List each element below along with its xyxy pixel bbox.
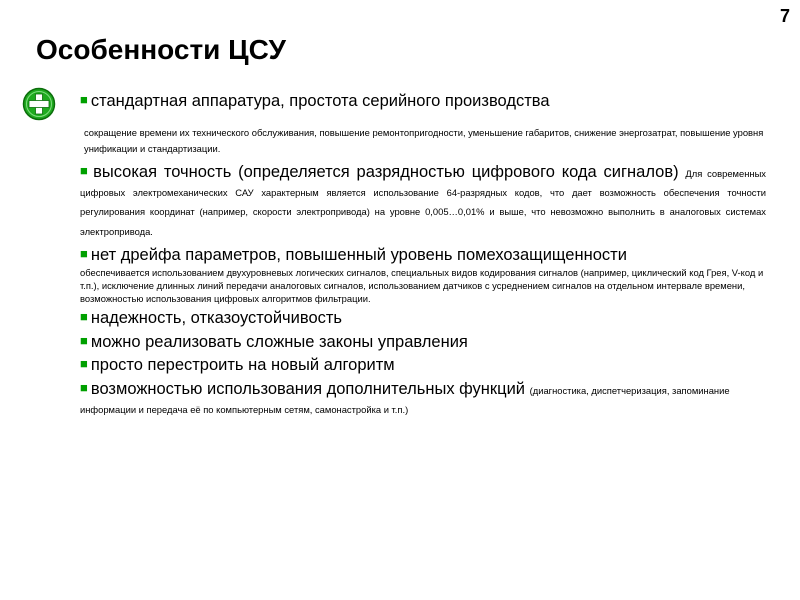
list-item-note: Для современных цифровых электромеханических САУ характерным является использование 64-разрядных кодов, что дает возможность обеспечения точности регулирования координат (например, скорости электропривода) на уровне 0,005…0,01% и выше, что невозможно выполнить в аналоговых системах электропривода. [80, 167, 766, 237]
slide-content [80, 92, 766, 419]
list-item [80, 356, 766, 375]
list-item-main: надежность, отказоустойчивость [90, 309, 343, 328]
list-item-main: возможностью использования дополнительных функций [90, 379, 526, 398]
list-item-note: сокращение времени их технического обслуживания, повышение ремонтопригодности, уменьшение габаритов, снижение энергозатрат, повышение уровня унификации и стандартизации. [84, 127, 764, 154]
bullet-icon: ■ [80, 162, 91, 178]
slide-number: 7 [779, 6, 790, 26]
list-item [80, 246, 766, 265]
list-item-note: обеспечивается использованием двухуровневых логических сигналов, специальных видов кодирования сигналов (например, циклический код Грея, V-код и т.п.), исключение длинных линий передачи аналоговых сигналов, использованием датчиков с усреднением сигналов на отдельном интервале времени, возможностью использования цифровых алгоритмов фильтрации. [80, 266, 764, 305]
bullet-icon: ■ [80, 309, 88, 325]
list-item [80, 163, 766, 241]
list-item [80, 380, 766, 419]
bullet-icon: ■ [80, 356, 88, 372]
slide-title: Особенности ЦСУ [36, 34, 286, 65]
list-item-main: высокая точность (определяется разрядностью цифрового кода сигналов) [93, 162, 679, 181]
list-item [80, 333, 766, 352]
list-item-main: просто перестроить на новый алгоритм [90, 356, 395, 375]
list-item-main: нет дрейфа параметров, повышенный уровень помехозащищенности [90, 246, 627, 265]
list-item [80, 309, 766, 328]
bullet-icon: ■ [80, 332, 88, 348]
bullet-icon: ■ [80, 246, 88, 262]
list-item-main: можно реализовать сложные законы управления [90, 332, 468, 351]
bullet-icon: ■ [80, 92, 88, 107]
plus-circle-icon [22, 87, 56, 121]
list-item [80, 92, 766, 111]
list-item-note: (диагностика, диспетчеризация, запоминание информации и передача её по компьютерным сетям, самонастройка и т.п.) [80, 384, 730, 416]
bullet-icon: ■ [80, 379, 88, 395]
list-item-main: стандартная аппаратура, простота серийного производства [90, 92, 550, 110]
